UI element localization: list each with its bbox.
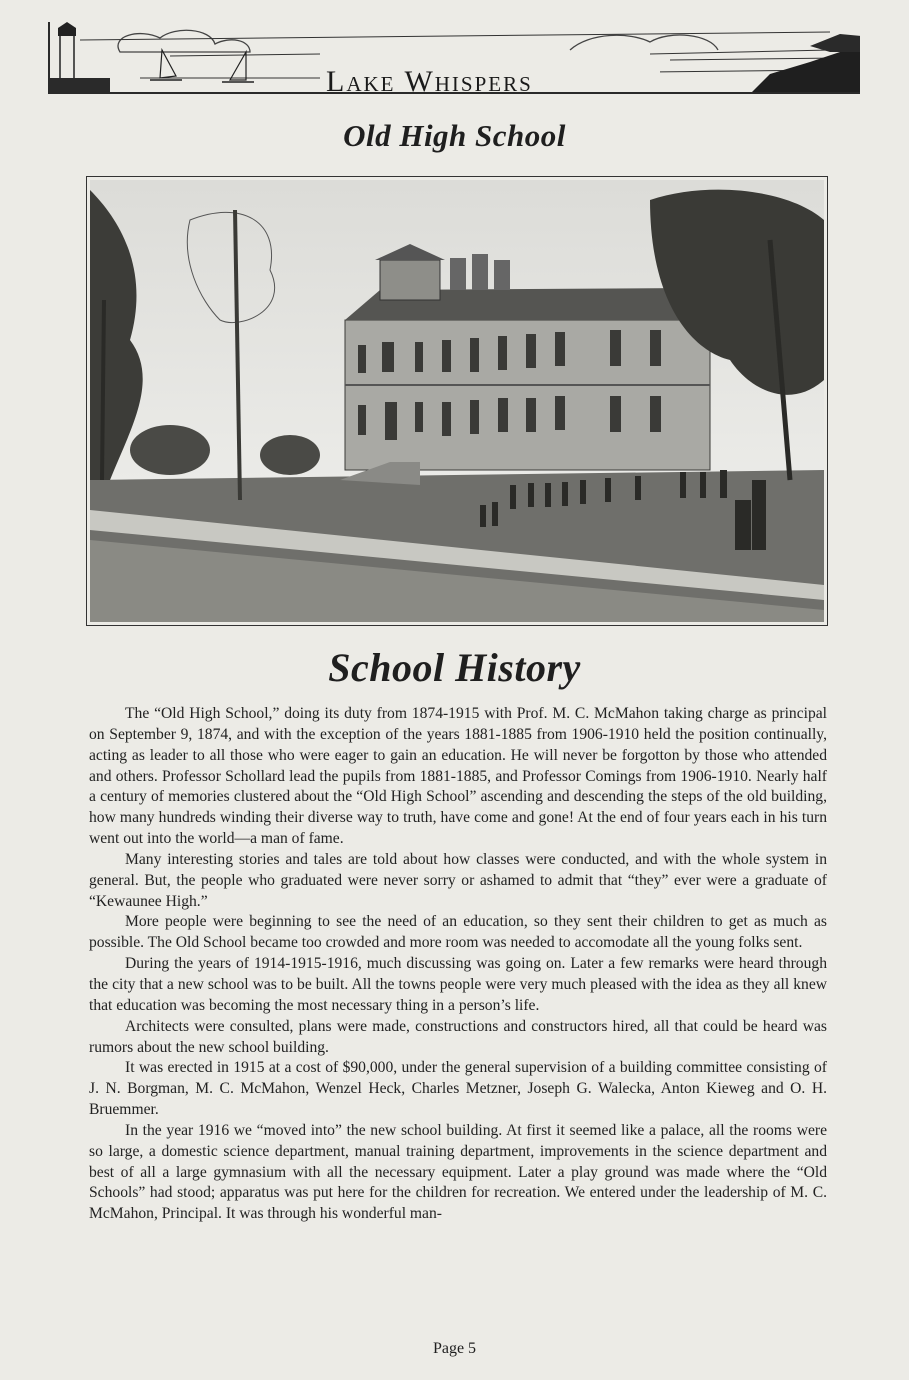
school-building-image bbox=[90, 180, 824, 622]
paragraph: Many interesting stories and tales are told about how classes were conducted, and with the whole system in general. But, the people who graduated were never sorry or ashamed to admit that “they” ever were a graduate of “Kewaunee High.” bbox=[89, 850, 827, 910]
page-title: Old High School bbox=[343, 118, 566, 153]
banner-title: Lake Whispers bbox=[322, 68, 660, 94]
paragraph: The “Old High School,” doing its duty from 1874-1915 with Prof. M. C. McMahon taking charge as principal on September 9, 1874, and with the exception of the years 1881-1885 from 1906-1910 held the position continually, acting as leader to all those who were eager to gain an education. He will never be forgotton by those who attended and others. Professor Schollard lead the pupils from 1881-1885, and Professor Comings from 1906-1910. Nearly half a century of memories clustered about the “Old High School” ascending and descending the steps of the old building, how many hundreds winding their diverse way to truth, have come and gone! At the end of four years each in his turn went out into the world—a man of fame. bbox=[89, 705, 827, 848]
history-article bbox=[89, 704, 827, 1225]
paragraph: Architects were consulted, plans were made, constructions and constructors hired, all that could be heard was rumors about the new school building. bbox=[89, 1017, 827, 1056]
paragraph: It was erected in 1915 at a cost of $90,000, under the general supervision of a building committee consisting of J. N. Borgman, M. C. McMahon, Wenzel Heck, Charles Metzner, Joseph G. Walecka, Anton Kieweg and O. H. Bruemmer. bbox=[89, 1059, 827, 1119]
paragraph: During the years of 1914-1915-1916, much discussing was going on. Later a few remarks were heard through the city that a new school was to be built. All the towns people were very much pleased with the idea as they all knew that education was becoming the most necessary thing in a person’s life. bbox=[89, 955, 827, 1014]
header-banner bbox=[48, 22, 860, 94]
section-title: School History bbox=[328, 645, 581, 690]
old-high-school-photo bbox=[86, 176, 828, 626]
page-number: Page 5 bbox=[432, 1340, 477, 1357]
paragraph: In the year 1916 we “moved into” the new school building. At first it seemed like a palace, all the rooms were so large, a domestic science department, manual training department, improvements in the science department and best of all a large gymnasium with all the necessary equipment. Later a play ground was made where the “Old Schools” had stood; apparatus was put here for the children for recreation. We entered under the leadership of M. C. McMahon, Principal. It was through his wonderful man- bbox=[89, 1121, 827, 1223]
paragraph: More people were beginning to see the need of an education, so they sent their children to get as much as possible. The Old School became too crowded and more room was needed to accomodate all the young folks sent. bbox=[89, 913, 827, 952]
